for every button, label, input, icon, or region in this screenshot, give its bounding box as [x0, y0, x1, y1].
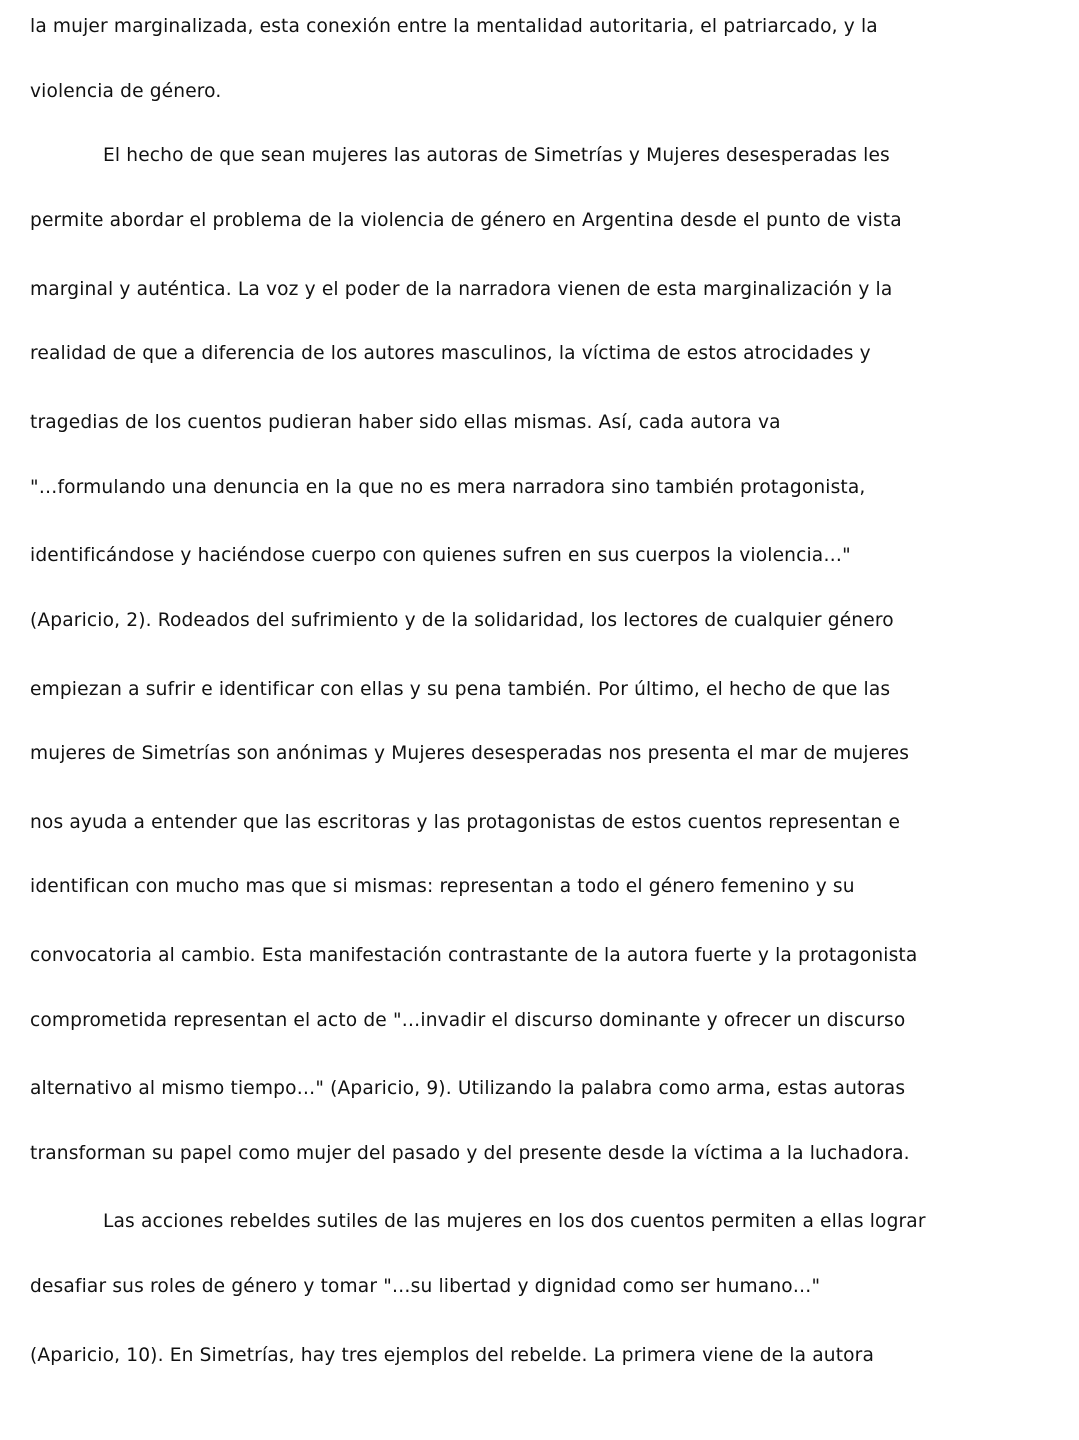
- text-line: identificándose y haciéndose cuerpo con quienes sufren en sus cuerpos la violencia…": [30, 545, 851, 566]
- text-line: convocatoria al cambio. Esta manifestación contrastante de la autora fuerte y la protagonista: [30, 945, 918, 966]
- text-line: la mujer marginalizada, esta conexión entre la mentalidad autoritaria, el patriarcado, y la: [30, 16, 878, 37]
- text-line: mujeres de Simetrías son anónimas y Mujeres desesperadas nos presenta el mar de mujeres: [30, 743, 910, 764]
- text-line: (Aparicio, 10). En Simetrías, hay tres ejemplos del rebelde. La primera viene de la autora: [30, 1345, 875, 1366]
- text-line: (Aparicio, 2). Rodeados del sufrimiento y de la solidaridad, los lectores de cualquier género: [30, 610, 894, 631]
- text-line: tragedias de los cuentos pudieran haber sido ellas mismas. Así, cada autora va: [30, 412, 781, 433]
- text-line: realidad de que a diferencia de los autores masculinos, la víctima de estos atrocidades y: [30, 343, 871, 364]
- text-line: marginal y auténtica. La voz y el poder de la narradora vienen de esta marginalización y la: [30, 279, 893, 300]
- text-line: nos ayuda a entender que las escritoras y las protagonistas de estos cuentos representan e: [30, 812, 901, 833]
- text-line: empiezan a sufrir e identificar con ellas y su pena también. Por último, el hecho de que las: [30, 679, 891, 700]
- text-line: "…formulando una denuncia en la que no es mera narradora sino también protagonista,: [30, 477, 866, 498]
- text-line: alternativo al mismo tiempo…" (Aparicio, 9). Utilizando la palabra como arma, estas autoras: [30, 1078, 906, 1099]
- text-line: desafiar sus roles de género y tomar "…su libertad y dignidad como ser humano…": [30, 1276, 821, 1297]
- text-line: permite abordar el problema de la violencia de género en Argentina desde el punto de vista: [30, 210, 902, 231]
- text-line: violencia de género.: [30, 81, 222, 102]
- text-line: comprometida representan el acto de "…invadir el discurso dominante y ofrecer un discurso: [30, 1010, 906, 1031]
- text-line: transforman su papel como mujer del pasado y del presente desde la víctima a la luchadora.: [30, 1143, 910, 1164]
- paragraph-start-line: El hecho de que sean mujeres las autoras de Simetrías y Mujeres desesperadas les: [103, 145, 890, 166]
- text-line: identifican con mucho mas que si mismas: representan a todo el género femenino y su: [30, 876, 855, 897]
- paragraph-start-line: Las acciones rebeldes sutiles de las mujeres en los dos cuentos permiten a ellas lograr: [103, 1211, 926, 1232]
